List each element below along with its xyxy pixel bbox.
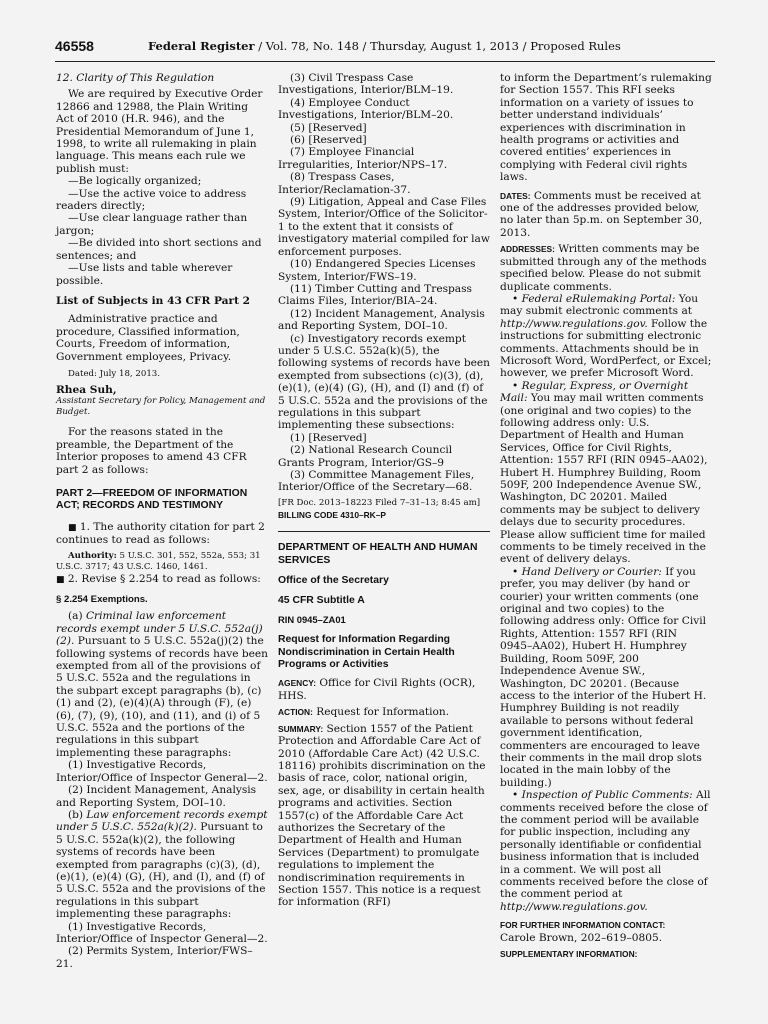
agency-text: Office for Civil Rights (OCR), HHS. [278,677,476,702]
hand-delivery-label: Hand Delivery or Courier: [521,565,662,578]
signer-title: Assistant Secretary for Policy, Management and Budget. [56,396,266,418]
bullet: —Use the active voice to address readers directly; [56,187,247,213]
issue-info: / Vol. 78, No. 148 / Thursday, August 1, 2013 / Proposed Rules [254,39,621,53]
regulations-gov-link[interactable]: http://www.regulations.gov. [500,900,648,913]
paragraph-a-title: Criminal law enforcement records exempt under 5 U.S.C. 552a(j)(2). [56,610,263,648]
action-text: Request for Information. [312,706,450,719]
list-item: (1) Investigative Records, Interior/Office of Inspector General—2. [56,759,268,784]
dated-line: Dated: July 18, 2013. [68,368,160,379]
contact-text: Carole Brown, 202–619–0805. [500,931,663,944]
bullet-icon: • [512,292,522,305]
fr-doc-line: [FR Doc. 2013–18223 Filed 7–31–13; 8:45 am] [278,497,481,508]
bullet-icon: • [512,379,522,392]
list-item: (2) Incident Management, Analysis and Reporting System, DOI–10. [56,784,257,809]
paragraph-a-body: Pursuant to 5 U.S.C. 552a(j)(2) the following systems of records have been exempted from all of the provisions of 5 U.S.C. 552a and the regulations in the subpart except paragraphs (b), (c)(1) and (2), (e)(4)(A) through (F), (e)(6), (7), (9), (10), and (11), and (i) of 5 U.S.C. 552a and the portions of the regulations in this subpart implementing these paragraphs: [56,635,268,759]
action-line [278,706,490,718]
hand-delivery-paragraph [500,566,712,789]
inspection-label: Inspection of Public Comments: [521,789,693,802]
inspection-paragraph [500,789,712,913]
column-3 [500,72,712,960]
portal-paragraph [500,293,712,380]
section-divider [278,531,490,532]
dates-label: DATES: [500,190,531,201]
portal-text: You may submit electronic comments at [500,292,699,318]
office-heading: Office of the Secretary [278,575,389,587]
part-heading: PART 2—FREEDOM OF INFORMATION ACT; RECORDS AND TESTIMONY [56,487,248,512]
square-bullet-icon: ■ [56,574,65,585]
list-item: (12) Incident Management, Analysis and Reporting System, DOI–10. [278,307,485,333]
summary-text: Section 1557 of the Patient Protection and Affordable Care Act of 2010 (Affordable Care Act) (42 U.S.C. 18116) prohibits discrimination on the basis of race, color, national origin, sex, age, or disability in certain health programs and activities. Section 1557(c) of the Affordable Care Act authorizes the Secretary of the Department of Health and Human Services (Department) to promulgate regulations to implement the nondiscrimination requirements in Section 1557. This notice is a request for information (RFI) [278,722,486,909]
header-rule [55,61,715,62]
list-item: (2) Permits System, Interior/FWS–21. [56,945,253,970]
supplementary-label: SUPPLEMENTARY INFORMATION: [500,949,638,960]
list-item: (7) Employee Financial Irregularities, Interior/NPS–17. [278,146,448,171]
summary-continued: to inform the Department’s rulemaking for Section 1557. This RFI seeks information on a variety of issues to better understand individuals’ experiences with discrimination in health programs or activities and covered entities’ experiences in complying with Federal civil rights laws. [500,72,712,184]
square-bullet-icon: ■ [68,522,77,533]
summary-label: SUMMARY: [278,723,324,734]
bullet: —Use clear language rather than jargon; [56,212,248,237]
bullet: —Be logically organized; [68,175,202,188]
paragraph-b-body: Pursuant to 5 U.S.C. 552a(k)(2), the following systems of records have been exempted from paragraphs (c)(3), (d), (e)(1), (e)(4) (G), (H), and (I), and (f) of 5 U.S.C. 552a and the provisions of the regulations in this subpart implementing these paragraphs: [56,821,266,921]
paragraph-b-title: Law enforcement records exempt under 5 U.S.C. 552a(k)(2). [56,808,268,834]
bullet: —Use lists and table wherever possible. [56,262,233,287]
list-item: (9) Litigation, Appeal and Case Files System, Interior/Office of the Solicitor-1 to the extent that it consists of investigatory material compiled for law enforcement purposes. [278,196,490,258]
dates-text: Comments must be received at one of the addresses provided below, no later than 5p.m. on September 30, 2013. [500,189,703,239]
portal-text-2: Follow the instructions for submitting electronic comments. Attachments should be in Microsoft Word, WordPerfect, or Excel; however, we prefer Microsoft Word. [500,317,712,380]
paragraph-b [56,809,268,921]
list-item: (1) Investigative Records, Interior/Office of Inspector General—2. [56,920,268,945]
list-item: (11) Timber Cutting and Trespass Claims Files, Interior/BIA–24. [278,282,472,308]
document-title: Request for Information Regarding Nondiscrimination in Certain Health Programs or Activities [278,634,455,671]
paragraph-a [56,610,268,759]
cfr-heading: 45 CFR Subtitle A [278,595,365,607]
department-heading: DEPARTMENT OF HEALTH AND HUMAN SERVICES [278,542,478,566]
dates-paragraph [500,190,712,240]
list-item: (2) National Research Council Grants Program, Interior/GS–9 [278,444,453,469]
list-item: (8) Trespass Cases, Interior/Reclamation-37. [278,171,411,196]
regulations-gov-link[interactable]: http://www.regulations.gov. [500,317,648,330]
addresses-label: ADDRESSES: [500,244,555,255]
addresses-text: Written comments may be submitted through any of the methods specified below. Please do not submit duplicate comments. [500,243,707,293]
bullet-icon: • [512,565,522,578]
page-number: 46558 [55,38,94,54]
bullet-icon: • [512,789,522,802]
amendment-2-text: 2. Revise § 2.254 to read as follows: [67,572,261,585]
mail-label: Regular, Express, or Overnight Mail: [500,379,689,405]
clarity-body: We are required by Executive Order 12866 and 12988, the Plain Writing Act of 2010 (H.R. 946), and the Presidential Memorandum of June 1, 1998, to write all rulemaking in plain language. This means each rule we publish must: [56,88,263,175]
mail-paragraph [500,380,712,566]
contact-label: FOR FURTHER INFORMATION CONTACT: [500,920,666,931]
list-item: (6) [Reserved] [290,134,367,147]
summary-paragraph [278,723,490,909]
running-head [148,39,621,53]
publication-name: Federal Register [148,39,255,53]
clarity-heading: 12. Clarity of This Regulation [56,72,215,84]
agency-line [278,677,490,702]
list-item: (4) Employee Conduct Investigations, Interior/BLM–20. [278,96,454,122]
list-item: (3) Committee Management Files, Interior/Office of the Secretary—68. [278,469,475,494]
inspection-text: All comments received before the close of the comment period will be available for public inspection, including any personally identifiable or confidential business information that is included in a comment. We will post all comments received before the close of the comment period at [500,789,711,901]
portal-label: Federal eRulemaking Portal: [521,292,676,305]
list-item: (3) Civil Trespass Case Investigations, Interior/BLM–19. [278,72,454,97]
page-header [55,38,715,58]
amendment-2 [56,573,268,586]
reasons-paragraph: For the reasons stated in the preamble, the Department of the Interior proposes to amend 43 CFR part 2 as follows: [56,426,247,476]
list-item: (10) Endangered Species Licenses System, Interior/FWS–19. [278,258,476,283]
addresses-paragraph [500,243,712,293]
list-item: (1) [Reserved] [290,431,367,444]
rin-line: RIN 0945–ZA01 [278,613,346,625]
bullet: —Be divided into short sections and sentences; and [56,237,262,262]
column-2 [278,72,490,909]
amendment-1-text: 1. The authority citation for part 2 continues to read as follows: [56,520,265,547]
hand-delivery-text: If you prefer, you may deliver (by hand or courier) your written comments (one original and two copies) to the following address only: Office for Civil Rights, Attention: 1557 RFI (RIN 0945–AA02), Hubert H. Humphrey Building, Room 509F, 200 Independence Avenue SW., Washington, DC 20201. (Because access to the interior of the Hubert H. Humphrey Building is not readily available to persons without federal government identification, commenters are encouraged to leave their comments in the mail drop slots located in the main lobby of the building.) [500,565,707,789]
section-heading: § 2.254 Exemptions. [56,594,148,605]
billing-code: BILLING CODE 4310–RK–P [278,509,386,520]
paragraph-b-label: (b) [68,808,87,821]
subjects-body: Administrative practice and procedure, Classified information, Courts, Freedom of information, Government employees, Privacy. [56,313,240,363]
authority-text: 5 U.S.C. 301, 552, 552a, 553; 31 U.S.C. 3717; 43 U.S.C. 1460, 1461. [56,550,261,572]
amendment-1 [56,521,268,547]
mail-text: You may mail written comments (one original and two copies) to the following address only: U.S. Department of Health and Human Services, Office for Civil Rights, Attention: 1557 RFI (RIN 0945–AA02), Hubert H. Humphrey Building, Room 509F, 200 Independence Avenue SW., Washington, DC 20201. Mailed comments may be subject to delivery delays due to security procedures. Please allow sufficient time for mailed comments to be timely received in the event of delivery delays. [500,392,708,566]
signer-name: Rhea Suh, [56,383,117,396]
list-item: (5) [Reserved] [290,121,367,134]
paragraph-c: (c) Investigatory records exempt under 5 U.S.C. 552a(k)(5), the following systems of records have been exempted from subsections (c)(3), (d), (e)(1), (e)(4) (G), (H), and (I) and (f) of 5 U.S.C. 552a and the provisions of the regulations in this subpart implementing these subsections: [278,332,490,432]
column-1 [56,72,268,970]
action-label: ACTION: [278,707,313,718]
agency-label: AGENCY: [278,678,316,689]
authority-citation [56,551,268,573]
authority-label: Authority: [68,550,117,561]
paragraph-a-label: (a) [68,610,86,623]
subjects-heading: List of Subjects in 43 CFR Part 2 [56,294,251,307]
